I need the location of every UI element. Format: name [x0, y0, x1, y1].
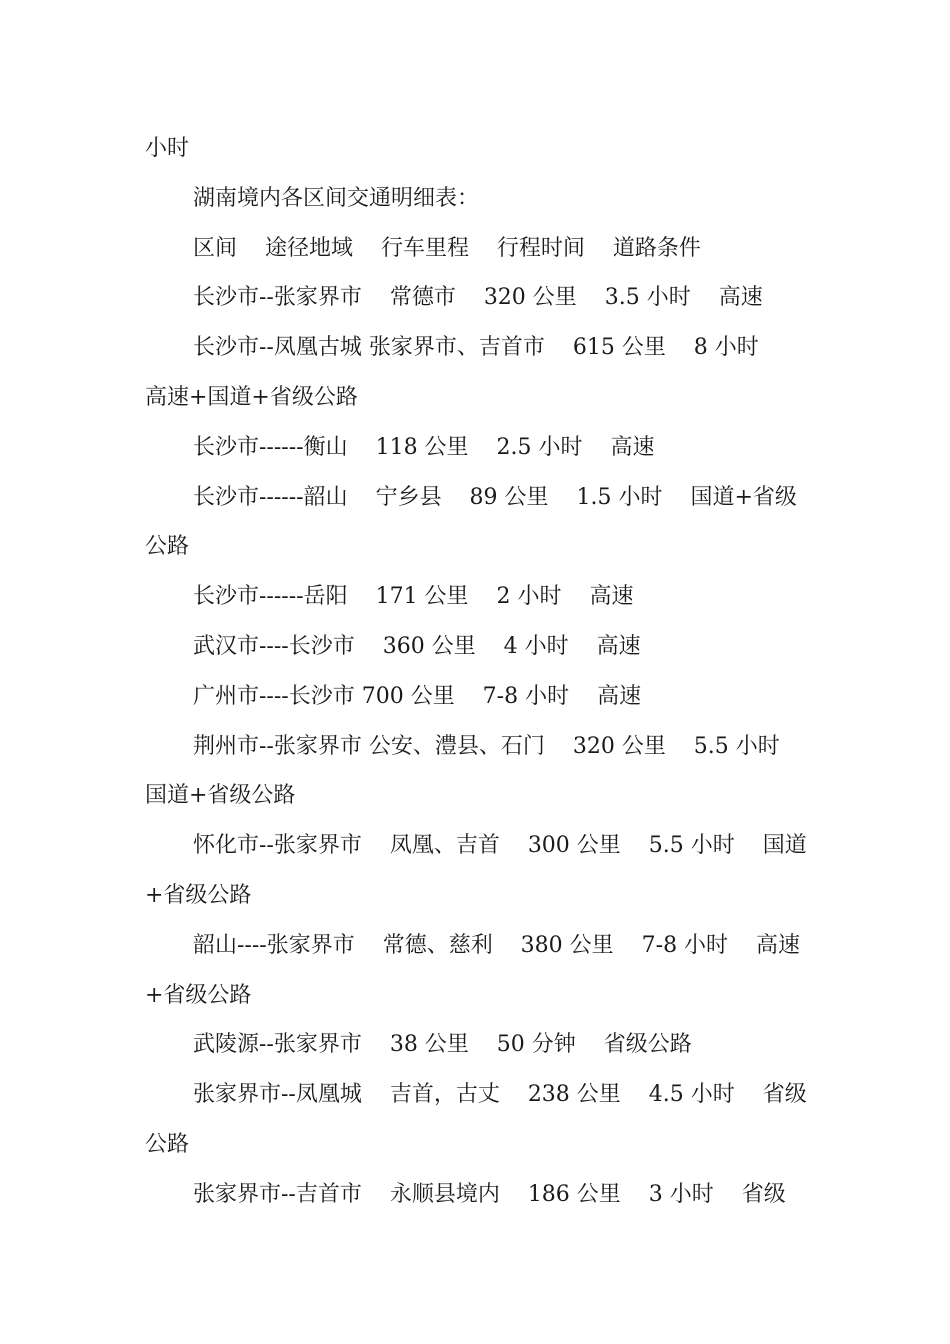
route-row-continuation: +省级公路 — [145, 982, 252, 1008]
route-row: 长沙市------韶山 宁乡县 89 公里 1.5 小时 国道+省级 — [193, 484, 797, 510]
route-row: 长沙市------岳阳 171 公里 2 小时 高速 — [193, 584, 634, 610]
route-row: 长沙市--凤凰古城 张家界市、吉首市 615 公里 8 小时 — [193, 335, 759, 361]
route-row: 张家界市--吉首市 永顺县境内 186 公里 3 小时 省级 — [193, 1181, 786, 1207]
route-row: 怀化市--张家界市 凤凰、吉首 300 公里 5.5 小时 国道 — [193, 833, 807, 859]
document-body — [145, 124, 810, 1220]
text-line-1: 小时 — [145, 136, 190, 161]
route-row-continuation: 高速+国道+省级公路 — [145, 384, 358, 410]
route-row: 广州市----长沙市 700 公里 7-8 小时 高速 — [193, 683, 642, 709]
table-heading: 湖南境内各区间交通明细表： — [193, 185, 480, 211]
route-row-continuation: 公路 — [145, 534, 190, 560]
column-headers: 区间 途径地域 行车里程 行程时间 道路条件 — [193, 235, 701, 261]
route-row: 长沙市--张家界市 常德市 320 公里 3.5 小时 高速 — [193, 285, 763, 311]
route-row-continuation: +省级公路 — [145, 882, 252, 908]
route-row-continuation: 公路 — [145, 1131, 190, 1157]
route-row: 武陵源--张家界市 38 公里 50 分钟 省级公路 — [193, 1032, 692, 1058]
route-row-continuation: 国道+省级公路 — [145, 783, 296, 809]
route-row: 武汉市----长沙市 360 公里 4 小时 高速 — [193, 633, 641, 659]
route-row: 荆州市--张家界市 公安、澧县、石门 320 公里 5.5 小时 — [193, 733, 780, 759]
route-row: 张家界市--凤凰城 吉首，古丈 238 公里 4.5 小时 省级 — [193, 1082, 807, 1108]
route-row: 韶山----张家界市 常德、慈利 380 公里 7-8 小时 高速 — [193, 932, 801, 958]
route-row: 长沙市------衡山 118 公里 2.5 小时 高速 — [193, 434, 655, 460]
